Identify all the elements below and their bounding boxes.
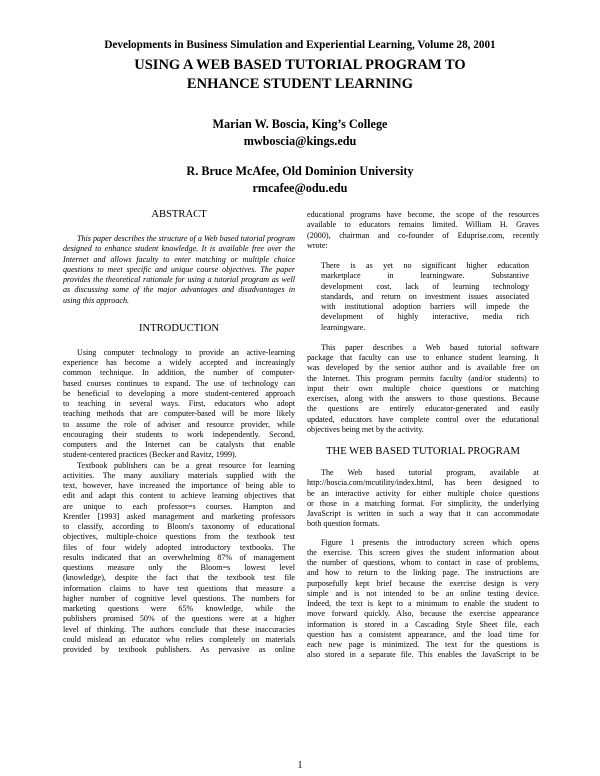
text-line: wrote: (307, 240, 328, 250)
text-line: marketing questions were 65% knowledge, while the (63, 604, 295, 613)
text-line: objectives being met by the activity. (307, 424, 424, 434)
text-line: JavaScript is written in such a way that it can accommodate (307, 509, 539, 518)
text-line: the exercise. This screen gives the student information about (307, 547, 539, 557)
intro-paragraph-1 (63, 348, 295, 461)
text-line: information claims to have test questions that measure a (63, 583, 295, 593)
text-line: development cost, lack of learning technology (321, 281, 529, 291)
text-line: updated, educators have complete control over the educational (307, 414, 539, 424)
abstract-heading: ABSTRACT (151, 209, 207, 220)
text-line: edit and adapt this content to achieve learning objectives that (63, 491, 295, 501)
author-email: rmcafee@odu.edu (252, 181, 348, 195)
text-line: the number of questions, whom to contact in case of problems, (307, 558, 539, 567)
running-header: Developments in Business Simulation and Experiential Learning, Volume 28, 2001 (104, 39, 496, 51)
text-line: development of highly interactive, media rich (321, 312, 529, 322)
text-line: Krentler [1993] asked management and marketing professors (63, 511, 295, 521)
text-line: based courses continues to expand. The use of technology can (63, 378, 295, 388)
text-line: teaching methods that are computer-based will be more likely (63, 409, 295, 419)
text-line: standards, and return on investment issues associated (321, 291, 529, 301)
author-block (60, 163, 540, 197)
text-line: each new page is minimized. The text for the questions is (307, 640, 539, 649)
author-block (60, 116, 540, 150)
paper-title (60, 56, 540, 94)
text-line: information is stored in a Cascading Style Sheet file, each (307, 619, 539, 629)
text-line: (knowledge), despite the fact that the textbook test file (63, 573, 295, 583)
right-paragraph-describes (307, 343, 539, 435)
text-line: Figure 1 presents the introductory screen which opens (321, 537, 539, 547)
text-line: Indeed, the text is kept to a minimum to enable the student to (307, 599, 539, 608)
text-line: purposefully kept brief because the exercise design is very (307, 578, 539, 588)
left-column (63, 208, 295, 655)
text-line: or those in a matching format. For simplicity, the underlying (307, 498, 539, 508)
block-quote (307, 261, 539, 333)
text-line: educational programs have become, the scope of the resources (307, 210, 539, 219)
text-line: student-centered practices (Becker and Ravitz, 1999). (63, 450, 237, 460)
text-line: learningware. (321, 322, 366, 332)
page-number: 1 (297, 760, 303, 771)
abstract-text: This paper describes the structure of a Web based tutorial program designed to enhance student knowledge. It is available free over the Internet and allows faculty to enter matching or multiple choice questions to meet specific and unique course objectives. The paper provides the theoretical rationale for using a tutorial program as well as discussing some of the major advantages and disadvantages in using this approach. (63, 234, 295, 305)
text-line: files of four widely adopted introductory textbooks. The (63, 542, 295, 552)
text-line: level of thinking. The authors conclude that these inaccuracies (63, 624, 295, 634)
text-line: are unique to each professor=s courses. Hampton and (63, 501, 295, 511)
title-line: USING A WEB BASED TUTORIAL PROGRAM TO (134, 57, 466, 73)
text-line: also stored in a separate file. This enables the JavaScript to be (307, 650, 539, 660)
text-line: http://boscia.com/mcutility/index.html, has been designed to (307, 478, 539, 488)
text-line: publishers promised 50% of the questions were at a higher (63, 614, 295, 624)
section-heading: THE WEB BASED TUTORIAL PROGRAM (326, 446, 520, 457)
text-line: computers and the Internet can be catalysts that enable (63, 440, 295, 449)
author-name: R. Bruce McAfee, Old Dominion University (186, 164, 414, 178)
text-line: the questions are entirely educator-generated and easily (307, 404, 539, 414)
text-line: available to educators remains limited. William H. Graves (307, 220, 539, 230)
text-line: was developed by the senior author and is available free on (307, 363, 539, 373)
author-name: Marian W. Boscia, King’s College (212, 117, 388, 131)
right-paragraph-figure (307, 538, 539, 661)
text-line: with institutional adoption barriers will impede the (321, 302, 529, 311)
text-line: to assume the role of adviser and resource provider, while (63, 419, 295, 429)
right-paragraph-program (307, 468, 539, 530)
text-line: provided by textbook publishers. As pervasive as online (63, 645, 295, 654)
intro-paragraph-2 (63, 461, 295, 656)
right-paragraph-intro (307, 210, 539, 251)
right-column (307, 210, 539, 661)
text-line: common technique. In addition, the number of computer- (63, 368, 295, 378)
text-line: objectives, multiple-choice questions from the textbook test (63, 532, 295, 542)
text-line: Using computer technology to provide an active-learning (77, 347, 295, 357)
text-line: results indicated that an overwhelming 87% of management (63, 552, 295, 562)
text-line: (2000), chairman and co-founder of Eduprise.com, recently (307, 230, 539, 240)
text-line: exercises, along with the answers to those questions. Because (307, 394, 539, 403)
introduction-heading: INTRODUCTION (138, 322, 220, 334)
text-line: marketplace in learningware. Substantive (321, 271, 529, 281)
author-email: mwboscia@kings.edu (243, 134, 357, 148)
text-line: The Web based tutorial program, available at (321, 468, 539, 477)
text-line: could mislead an educator who relies completely on materials (63, 634, 295, 644)
text-line: the Internet. This program permits faculty (and/or students) to (307, 373, 539, 383)
text-line: move forward quickly. Also, because the exercise appearance (307, 609, 539, 619)
text-line: Textbook publishers can be a great resource for learning (77, 460, 295, 470)
text-line: to classify, according to Bloom's taxonomy of educational (63, 522, 295, 531)
text-line: question has a consistent appearance, and the load time for (307, 629, 539, 639)
text-line: higher number of cognitive level questions. The numbers for (63, 593, 295, 603)
text-line: be beneficial to developing a more student-centered approach (63, 388, 295, 398)
text-line: This paper describes a Web based tutorial software (321, 342, 539, 352)
text-line: and how to return to the linking page. The instructions are (307, 568, 539, 578)
text-line: experience has become a widely accepted and increasingly (63, 358, 295, 367)
text-line: input their own multiple choice questions or matching (307, 383, 539, 393)
text-line: to teaching in several ways. First, educators who adopt (63, 399, 295, 408)
text-line: activities. The many auxiliary materials supplied with the (63, 470, 295, 480)
text-line: text, however, have increased the importance of being able to (63, 481, 295, 490)
title-line: ENHANCE STUDENT LEARNING (186, 76, 414, 92)
text-line: encouraging their students to work independently. Second, (63, 429, 295, 439)
text-line: both question formats. (307, 519, 380, 529)
text-line: There is as yet no significant higher education (321, 261, 529, 270)
text-line: be an interactive activity for either multiple choice questions (307, 488, 539, 498)
text-line: package that faculty can use to enhance student learning. It (307, 353, 539, 362)
text-line: questions measure only the Bloom=s lowest level (63, 563, 295, 572)
text-line: simple and is not intended to be an online testing device. (307, 588, 539, 598)
